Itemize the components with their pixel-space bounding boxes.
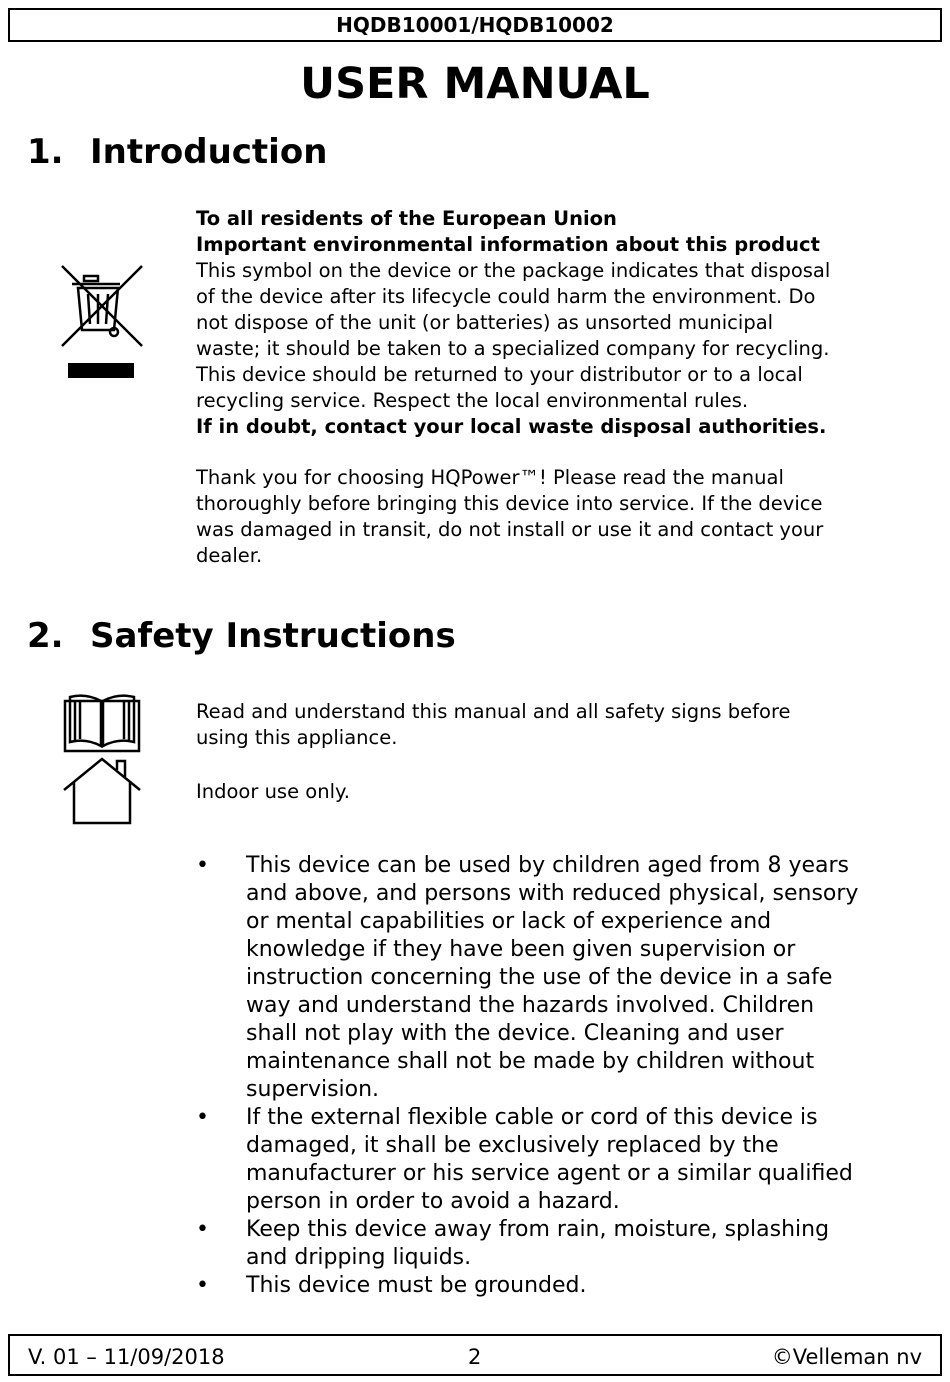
doubt-notice: If in doubt, contact your local waste disposal authorities. (196, 415, 827, 438)
list-item (196, 1104, 936, 1216)
body-line: waste; it should be taken to a specialized company for recycling. (196, 337, 830, 360)
body-line: recycling service. Respect the local environmental rules. (196, 389, 749, 412)
indoor-use-text (196, 779, 926, 805)
body-line: thoroughly before bringing this device into service. If the device (196, 492, 823, 515)
body-line: Thank you for choosing HQPower™! Please read the manual (196, 466, 784, 489)
list-line: way and understand the hazards involved. Children (246, 993, 815, 1018)
crossed-bin-icon (58, 262, 146, 382)
body-line: was damaged in transit, do not install or use it and contact your (196, 518, 824, 541)
manual-book-icon (62, 692, 142, 754)
list-line: If the external flexible cable or cord of this device is (246, 1105, 818, 1130)
model-number: HQDB10001/HQDB10002 (336, 13, 614, 37)
list-line: This device must be grounded. (246, 1273, 587, 1298)
environmental-heading: Important environmental information about this product (196, 233, 820, 256)
bullet-marker: • (196, 1217, 209, 1242)
page-number: 2 (468, 1345, 482, 1369)
section-number: 2. (27, 616, 64, 656)
list-line: person in order to avoid a hazard. (246, 1189, 620, 1214)
section-number: 1. (27, 132, 64, 172)
section-heading-introduction (27, 132, 327, 172)
body-line: This device should be returned to your distributor or to a local (196, 363, 803, 386)
list-line: knowledge if they have been given supervision or (246, 937, 796, 962)
page-title: USER MANUAL (300, 59, 650, 109)
eu-heading: To all residents of the European Union (196, 207, 617, 230)
body-line: Indoor use only. (196, 780, 350, 803)
bullet-marker: • (196, 1105, 209, 1130)
list-line: This device can be used by children aged from 8 years (246, 853, 850, 878)
thank-you-paragraph (196, 465, 926, 569)
environmental-info (196, 206, 926, 440)
section-title: Safety Instructions (90, 616, 456, 656)
list-line: and above, and persons with reduced physical, sensory (246, 881, 859, 906)
list-item (196, 852, 936, 1104)
body-line: using this appliance. (196, 726, 398, 749)
bullet-marker: • (196, 1273, 209, 1298)
bullet-marker: • (196, 853, 209, 878)
list-line: maintenance shall not be made by children without (246, 1049, 815, 1074)
list-line: or mental capabilities or lack of experience and (246, 909, 772, 934)
list-line: Keep this device away from rain, moisture, splashing (246, 1217, 830, 1242)
list-item (196, 1272, 936, 1300)
list-line: and dripping liquids. (246, 1245, 472, 1270)
body-line: not dispose of the unit (or batteries) as unsorted municipal (196, 311, 774, 334)
house-icon (61, 756, 143, 826)
body-line: This symbol on the device or the package indicates that disposal (196, 259, 831, 282)
list-line: instruction concerning the use of the device in a safe (246, 965, 833, 990)
list-line: manufacturer or his service agent or a similar qualified (246, 1161, 853, 1186)
safety-bullet-list (196, 852, 936, 1300)
list-line: supervision. (246, 1077, 380, 1102)
version-date: V. 01 – 11/09/2018 (28, 1345, 225, 1369)
list-item (196, 1216, 936, 1272)
body-line: of the device after its lifecycle could harm the environment. Do (196, 285, 816, 308)
copyright: ©Velleman nv (771, 1345, 922, 1369)
document-footer (8, 1334, 942, 1376)
read-manual-text (196, 699, 926, 751)
list-line: shall not play with the device. Cleaning and user (246, 1021, 784, 1046)
section-title: Introduction (90, 132, 328, 172)
body-line: Read and understand this manual and all safety signs before (196, 700, 791, 723)
body-line: dealer. (196, 544, 263, 567)
document-header (8, 8, 942, 42)
list-line: damaged, it shall be exclusively replaced by the (246, 1133, 779, 1158)
section-heading-safety (27, 616, 456, 656)
